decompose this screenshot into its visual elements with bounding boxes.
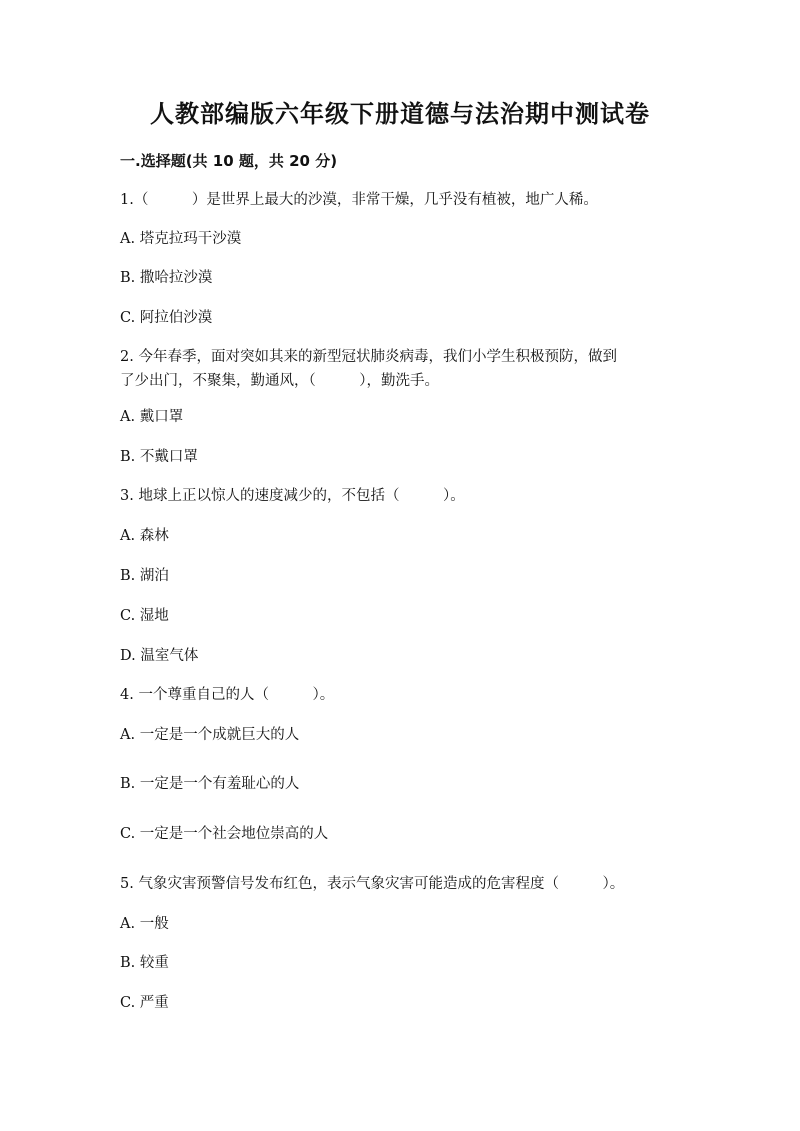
section-heading: 一.选择题(共 10 题，共 20 分)	[120, 152, 338, 170]
question-2-option-a: A. 戴口罩	[120, 409, 184, 425]
question-2-option-b: B. 不戴口罩	[120, 449, 198, 465]
question-1-option-c: C. 阿拉伯沙漠	[120, 310, 213, 326]
question-3-option-a: A. 森林	[120, 528, 169, 544]
question-3-text: 3. 地球上正以惊人的速度减少的，不包括（ ）。	[120, 488, 465, 504]
question-5-option-c: C. 严重	[120, 995, 169, 1011]
exam-title: 人教部编版六年级下册道德与法治期中测试卷	[150, 100, 650, 128]
question-3-option-d: D. 温室气体	[120, 648, 199, 664]
question-1-text: 1.（ ）是世界上最大的沙漠，非常干燥，几乎没有植被，地广人稀。	[120, 192, 598, 208]
question-2-text-line-2: 了少出门，不聚集，勤通风，（ ），勤洗手。	[120, 373, 439, 389]
question-4-option-a: A. 一定是一个成就巨大的人	[120, 727, 300, 743]
question-3-option-b: B. 湖泊	[120, 568, 169, 584]
question-1-option-b: B. 撒哈拉沙漠	[120, 270, 213, 286]
question-5-option-b: B. 较重	[120, 955, 169, 971]
question-3-option-c: C. 湿地	[120, 608, 169, 624]
question-1-option-a: A. 塔克拉玛干沙漠	[120, 231, 242, 247]
question-2-text-line-1: 2. 今年春季，面对突如其来的新型冠状肺炎病毒，我们小学生积极预防，做到	[120, 349, 617, 365]
question-5-text: 5. 气象灾害预警信号发布红色，表示气象灾害可能造成的危害程度（ ）。	[120, 876, 625, 892]
question-5-option-a: A. 一般	[120, 916, 169, 932]
question-4-option-b: B. 一定是一个有羞耻心的人	[120, 776, 300, 792]
question-4-text: 4. 一个尊重自己的人（ ）。	[120, 687, 335, 703]
question-4-option-c: C. 一定是一个社会地位崇高的人	[120, 826, 329, 842]
